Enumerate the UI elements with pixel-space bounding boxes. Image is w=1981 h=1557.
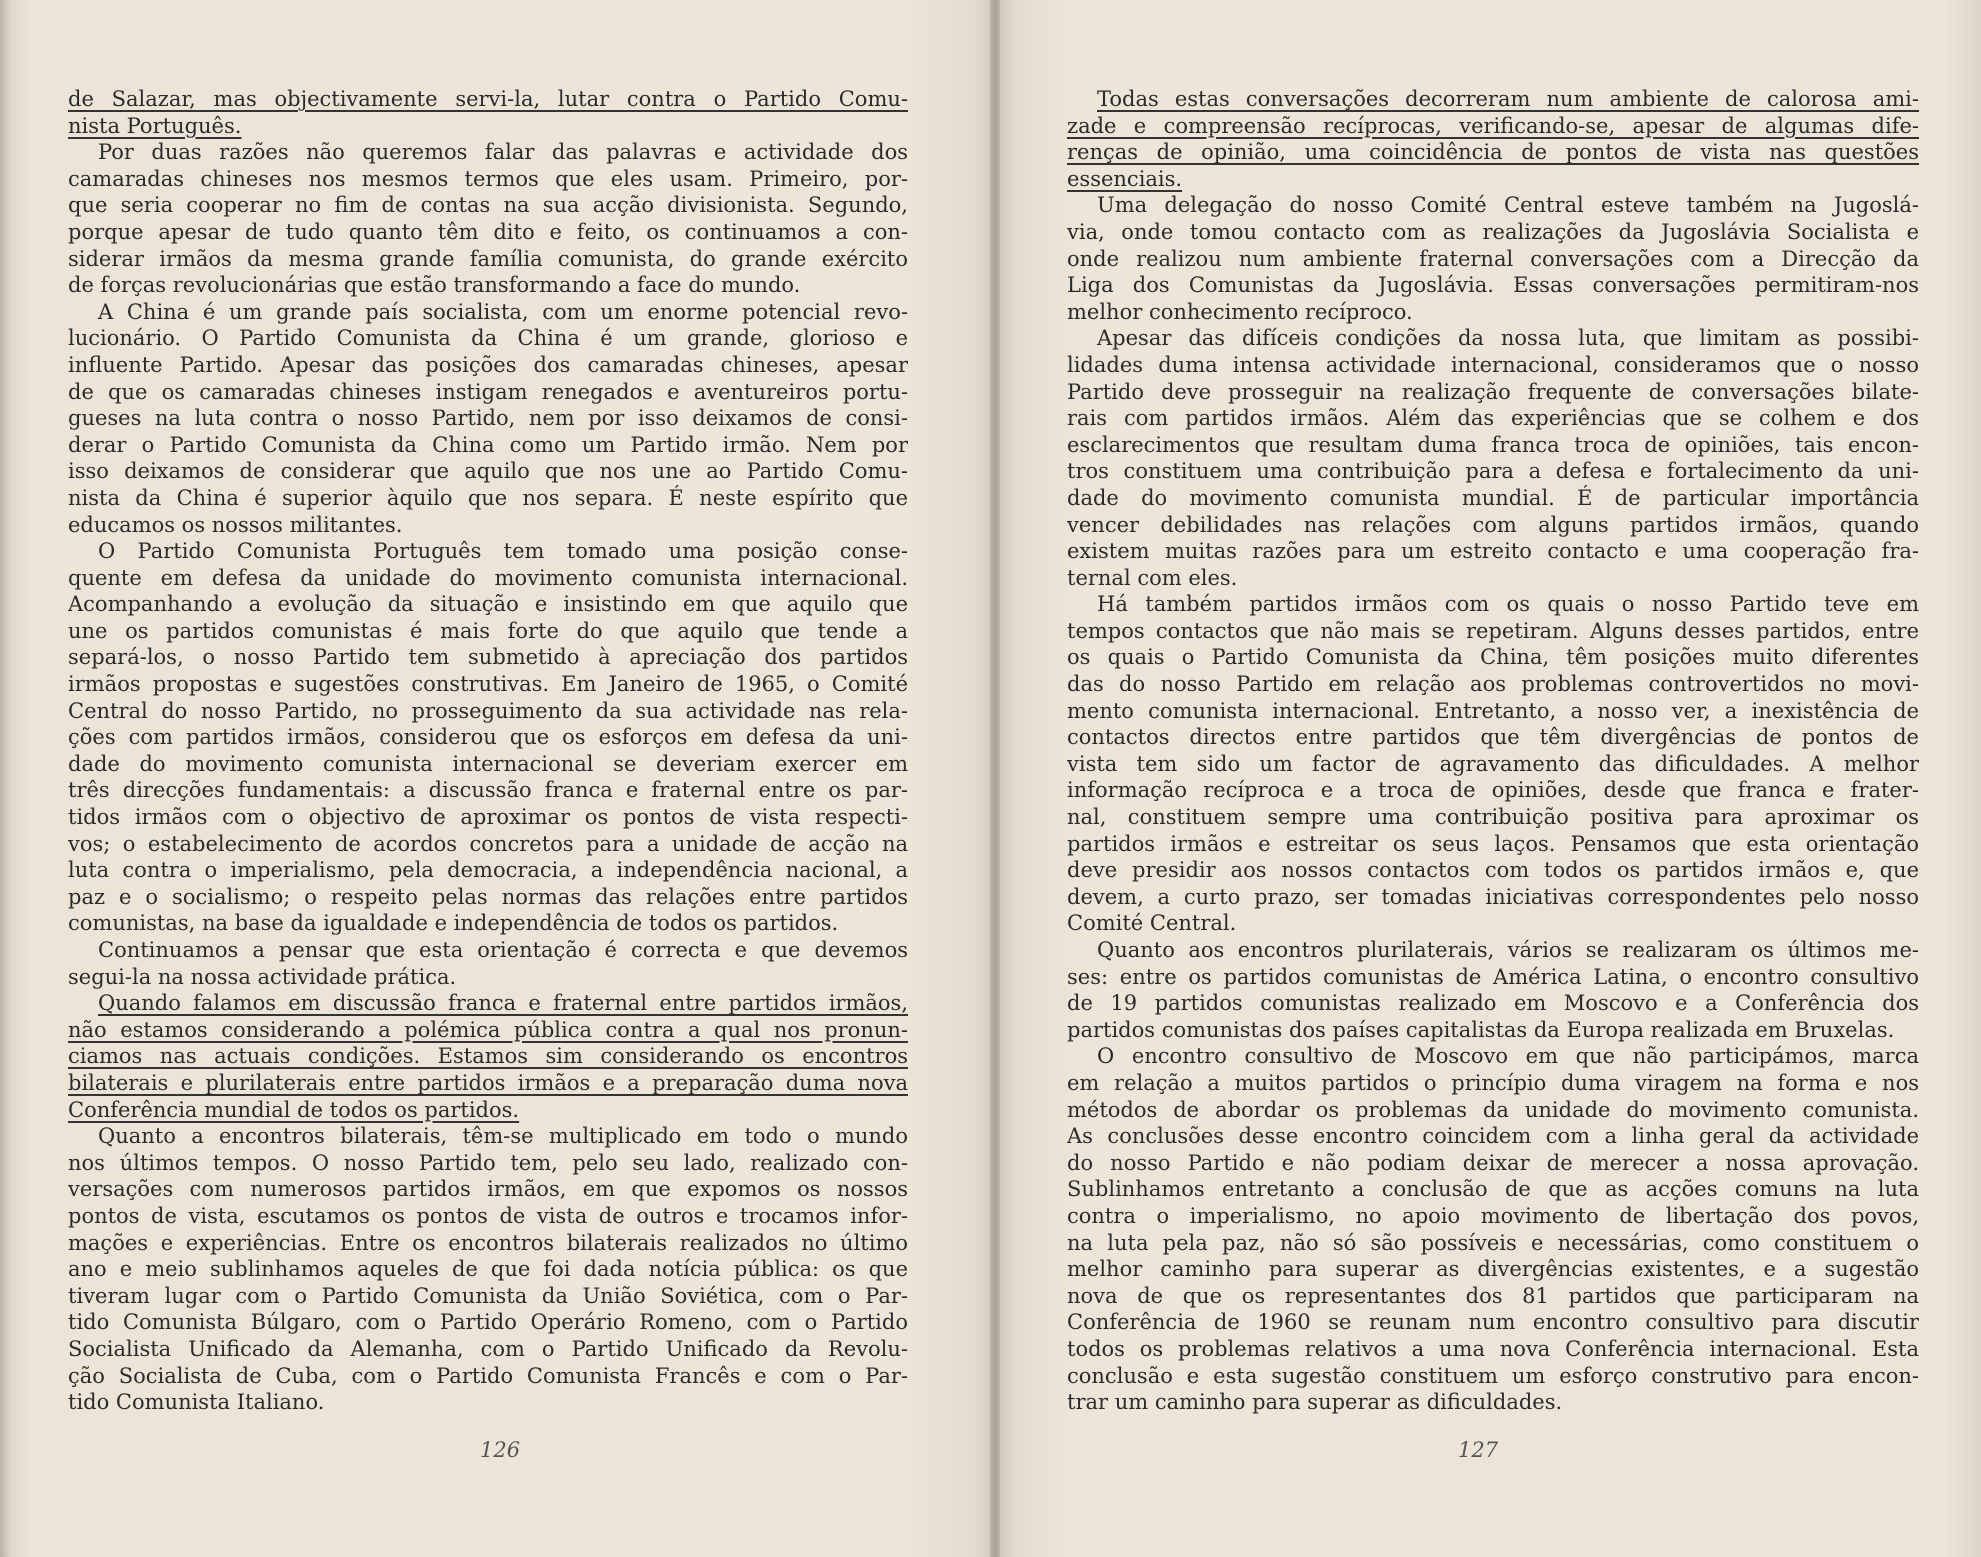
text-line: [1067, 644, 1919, 671]
line-text: Quanto a encontros bilaterais, têm-se multiplicado em todo o mundo: [98, 1124, 908, 1149]
line-text: todos os problemas relativos a uma nova Conferência internacional. Esta: [1067, 1336, 1919, 1361]
text-line: [1067, 724, 1919, 751]
text-line: [68, 990, 908, 1017]
underlined-text: essenciais.: [1067, 166, 1183, 191]
line-text: ano e meio sublinhamos aqueles de que foi dada notícia pública: os que: [68, 1257, 908, 1282]
line-text: tros constituem uma contribuição para a defesa e fortalecimento da uni-: [1067, 459, 1919, 484]
text-line: [1067, 512, 1919, 539]
line-text: quente em defesa da unidade do movimento comunista internacional.: [68, 565, 908, 590]
text-line: [1067, 671, 1919, 698]
text-line: [68, 379, 908, 406]
text-line: [68, 272, 908, 299]
line-text: camaradas chineses nos mesmos termos que eles usam. Primeiro, por-: [68, 166, 908, 191]
line-text: partidos comunistas dos países capitalistas da Europa realizada em Bruxelas.: [1067, 1017, 1895, 1042]
text-line: [1067, 751, 1919, 778]
line-text: vista tem sido um factor de agravamento das dificuldades. A melhor: [1067, 751, 1919, 776]
text-line: [68, 432, 908, 459]
line-text: contra o imperialismo, no apoio movimento de libertação dos povos,: [1067, 1203, 1919, 1228]
text-line: [1067, 113, 1919, 140]
text-line: [1067, 990, 1919, 1017]
text-line: [1067, 405, 1919, 432]
text-line: [1067, 458, 1919, 485]
text-line: [1067, 139, 1919, 166]
line-text: porque apesar de tudo quanto têm dito e feito, os continuamos a con-: [68, 219, 908, 244]
text-line: [1067, 777, 1919, 804]
underlined-text: Todas estas conversações decorreram num ambiente de calorosa ami-: [1097, 87, 1919, 111]
line-text: onde realizou num ambiente fraternal conversações com a Direcção da: [1067, 246, 1919, 271]
text-line: [68, 777, 908, 804]
line-text: Apesar das difíceis condições da nossa luta, que limitam as possibi-: [1097, 326, 1919, 351]
text-line: [1067, 192, 1919, 219]
text-line: [1067, 379, 1919, 406]
line-text: separá-los, o nosso Partido tem submetido à apreciação dos partidos: [68, 645, 908, 670]
line-text: siderar irmãos da mesma grande família comunista, do grande exército: [68, 246, 908, 271]
text-line: [1067, 485, 1919, 512]
line-text: melhor caminho para superar as divergências existentes, e a sugestão: [1067, 1257, 1919, 1282]
text-line: [1067, 1017, 1919, 1044]
line-text: na luta pela paz, não só são possíveis e necessárias, como constituem o: [1067, 1230, 1919, 1255]
text-line: [68, 1230, 908, 1257]
text-line: [68, 910, 908, 937]
text-line: [68, 1389, 908, 1416]
text-line: [1067, 591, 1919, 618]
line-text: do nosso Partido e não podiam deixar de merecer a nossa aprovação.: [1067, 1150, 1919, 1175]
text-line: [68, 1070, 908, 1097]
line-text: ção Socialista de Cuba, com o Partido Comunista Francês e com o Par-: [68, 1363, 908, 1388]
line-text: Liga dos Comunistas da Jugoslávia. Essas conversações permitiram-nos: [1067, 273, 1919, 298]
text-line: [1067, 432, 1919, 459]
line-text: As conclusões desse encontro coincidem com a linha geral da actividade: [1067, 1124, 1919, 1149]
text-line: [68, 1363, 908, 1390]
underlined-text: zade e compreensão recíprocas, verificando-se, apesar de algumas dife-: [1067, 113, 1919, 138]
underlined-text: renças de opinião, uma coincidência de pontos de vista nas questões: [1067, 140, 1919, 165]
text-line: [68, 512, 908, 539]
text-line: [1067, 538, 1919, 565]
line-text: Quanto aos encontros plurilaterais, vários se realizaram os últimos me-: [1097, 938, 1919, 962]
text-line: [68, 246, 908, 273]
right-page-number: 127: [1458, 1438, 1499, 1462]
text-line: [68, 1017, 908, 1044]
underlined-text: bilaterais e plurilaterais entre partidos irmãos e a preparação duma nova: [68, 1070, 908, 1095]
text-line: [1067, 1203, 1919, 1230]
line-text: Central do nosso Partido, no prosseguimento da sua actividade nas rela-: [68, 698, 908, 723]
text-line: [68, 724, 908, 751]
text-line: [68, 1203, 908, 1230]
text-line: [1067, 1336, 1919, 1363]
text-line: [68, 139, 908, 166]
text-line: [1067, 831, 1919, 858]
text-line: [68, 1256, 908, 1283]
text-line: [1067, 1123, 1919, 1150]
text-line: [68, 937, 908, 964]
line-text: O encontro consultivo de Moscovo em que não participámos, marca: [1097, 1044, 1919, 1069]
line-text: Acompanhando a evolução da situação e insistindo em que aquilo que: [68, 592, 908, 617]
line-text: pontos de vista, escutamos os pontos de vista de outros e trocamos infor-: [68, 1203, 908, 1228]
text-line: [68, 299, 908, 326]
line-text: de que os camaradas chineses instigam renegados e aventureiros portu-: [68, 379, 908, 404]
line-text: luta contra o imperialismo, pela democracia, a independência nacional, a: [68, 858, 908, 883]
text-line: [68, 485, 908, 512]
text-line: [68, 964, 908, 991]
line-text: tido Comunista Búlgaro, com o Partido Operário Romeno, com o Partido: [68, 1310, 908, 1335]
line-text: deve presidir aos nossos contactos com todos os partidos irmãos e, que: [1067, 858, 1919, 883]
text-line: [68, 352, 908, 379]
line-text: três direcções fundamentais: a discussão franca e fraternal entre os par-: [68, 778, 908, 803]
line-text: une os partidos comunistas é mais forte do que aquilo que tende a: [68, 618, 908, 643]
text-line: [1067, 299, 1919, 326]
text-line: [1067, 698, 1919, 725]
line-text: rais com partidos irmãos. Além das experiências que se colhem e dos: [1067, 406, 1919, 431]
text-line: [68, 1336, 908, 1363]
line-text: paz e o socialismo; o respeito pelas normas das relações entre partidos: [68, 884, 908, 909]
text-line: [1067, 166, 1919, 193]
line-text: ções com partidos irmãos, considerou que os esforços em defesa da uni-: [68, 725, 908, 750]
line-text: derar o Partido Comunista da China como um Partido irmão. Nem por: [68, 432, 908, 457]
text-line: [68, 644, 908, 671]
left-text-column: [68, 86, 908, 1416]
line-text: informação recíproca e a troca de opiniões, desde que franca e frater-: [1067, 778, 1919, 803]
line-text: melhor conhecimento recíproco.: [1067, 299, 1413, 324]
text-line: [68, 857, 908, 884]
text-line: [1067, 352, 1919, 379]
line-text: devem, a curto prazo, ser tomadas iniciativas correspondentes pelo nosso: [1067, 884, 1919, 909]
text-line: [1067, 937, 1919, 964]
line-text: tido Comunista Italiano.: [68, 1390, 325, 1415]
right-text-column: [1067, 86, 1919, 1416]
text-line: [68, 1043, 908, 1070]
line-text: tempos contactos que não mais se repetiram. Alguns desses partidos, entre: [1067, 618, 1919, 643]
text-line: [1067, 565, 1919, 592]
line-text: Há também partidos irmãos com os quais o nosso Partido teve em: [1097, 592, 1919, 617]
text-line: [1067, 1097, 1919, 1124]
line-text: Comité Central.: [1067, 911, 1237, 936]
line-text: Sublinhamos entretanto a conclusão de que as acções comuns na luta: [1067, 1177, 1919, 1202]
line-text: que seria cooperar no fim de contas na sua acção divisionista. Segundo,: [68, 193, 908, 218]
text-line: [1067, 618, 1919, 645]
underlined-text: Conferência mundial de todos os partidos.: [68, 1097, 520, 1122]
text-line: [68, 671, 908, 698]
line-text: lidades duma intensa actividade internacional, consideramos que o nosso: [1067, 352, 1919, 377]
text-line: [1067, 964, 1919, 991]
text-line: [1067, 325, 1919, 352]
line-text: lucionário. O Partido Comunista da China é um grande, glorioso e: [68, 326, 908, 351]
line-text: tidos irmãos com o objectivo de aproximar os pontos de vista respecti-: [68, 805, 908, 830]
line-text: das do nosso Partido em relação aos problemas controvertidos no movi-: [1067, 672, 1919, 697]
text-line: [68, 1097, 908, 1124]
line-text: O Partido Comunista Português tem tomado uma posição conse-: [98, 539, 908, 564]
line-text: em relação a muitos partidos o princípio duma viragem na forma e nos: [1067, 1070, 1919, 1095]
line-text: trar um caminho para superar as dificuldades.: [1067, 1390, 1563, 1415]
text-line: [68, 884, 908, 911]
line-text: Por duas razões não queremos falar das palavras e actividade dos: [98, 140, 908, 165]
text-line: [68, 458, 908, 485]
text-line: [1067, 1150, 1919, 1177]
text-line: [1067, 857, 1919, 884]
text-line: [68, 325, 908, 352]
text-line: [1067, 1176, 1919, 1203]
line-text: nos últimos tempos. O nosso Partido tem, pelo seu lado, realizado con-: [68, 1150, 908, 1175]
text-line: [68, 591, 908, 618]
underlined-text: ciamos nas actuais condições. Estamos sim considerando os encontros: [68, 1044, 908, 1069]
line-text: educamos os nossos militantes.: [68, 512, 403, 537]
right-page: [995, 0, 1981, 1557]
text-line: [1067, 1363, 1919, 1390]
line-text: mações e experiências. Entre os encontros bilaterais realizados no último: [68, 1230, 908, 1255]
line-text: tiveram lugar com o Partido Comunista da União Soviética, com o Par-: [68, 1283, 908, 1308]
text-line: [68, 405, 908, 432]
text-line: [68, 804, 908, 831]
text-line: [68, 86, 908, 113]
text-line: [1067, 804, 1919, 831]
text-line: [1067, 86, 1919, 113]
line-text: segui-la na nossa actividade prática.: [68, 964, 457, 989]
line-text: de 19 partidos comunistas realizado em Moscovo e a Conferência dos: [1067, 991, 1919, 1016]
text-line: [68, 1150, 908, 1177]
text-line: [68, 831, 908, 858]
line-text: isso deixamos de considerar que aquilo que nos une ao Partido Comu-: [68, 459, 908, 484]
line-text: dade do movimento comunista internacional se deveriam exercer em: [68, 751, 908, 776]
text-line: [68, 565, 908, 592]
line-text: ses: entre os partidos comunistas de América Latina, o encontro consultivo: [1067, 964, 1919, 989]
line-text: dade do movimento comunista mundial. É de particular importância: [1067, 485, 1919, 510]
line-text: conclusão e esta sugestão constituem um esforço construtivo para encon-: [1067, 1363, 1919, 1388]
line-text: vos; o estabelecimento de acordos concretos para a unidade de acção na: [68, 831, 908, 856]
left-page-number: 126: [480, 1438, 521, 1462]
line-text: métodos de abordar os problemas da unidade do movimento comunista.: [1067, 1097, 1919, 1122]
text-line: [68, 618, 908, 645]
line-text: esclarecimentos que resultam duma franca troca de opiniões, tais encon-: [1067, 432, 1919, 457]
text-line: [1067, 884, 1919, 911]
line-text: Uma delegação do nosso Comité Central esteve também na Jugoslá-: [1097, 193, 1919, 218]
book-gutter: [990, 0, 1000, 1557]
line-text: Continuamos a pensar que esta orientação é correcta e que devemos: [98, 938, 908, 962]
text-line: [68, 1123, 908, 1150]
underlined-text: não estamos considerando a polémica pública contra a qual nos pronun-: [68, 1017, 908, 1042]
line-text: existem muitas razões para um estreito contacto e uma cooperação fra-: [1067, 539, 1919, 564]
line-text: nova de que os representantes dos 81 partidos que participaram na: [1067, 1283, 1919, 1308]
line-text: Conferência de 1960 se reunam num encontro consultivo para discutir: [1067, 1310, 1919, 1335]
line-text: partidos irmãos e estreitar os seus laços. Pensamos que esta orientação: [1067, 831, 1919, 856]
underlined-text: nista Português.: [68, 113, 242, 138]
text-line: [68, 192, 908, 219]
text-line: [68, 538, 908, 565]
line-text: via, onde tomou contacto com as realizações da Jugoslávia Socialista e: [1067, 219, 1919, 244]
underlined-text: de Salazar, mas objectivamente servi-la, lutar contra o Partido Comu-: [68, 87, 908, 111]
line-text: Partido deve prosseguir na realização frequente de conversações bilate-: [1067, 379, 1919, 404]
text-line: [68, 166, 908, 193]
line-text: ternal com eles.: [1067, 565, 1238, 590]
line-text: irmãos propostas e sugestões construtivas. Em Janeiro de 1965, o Comité: [68, 672, 908, 697]
line-text: A China é um grande país socialista, com um enorme potencial revo-: [98, 299, 908, 324]
line-text: contactos directos entre partidos que têm divergências de pontos de: [1067, 725, 1919, 750]
text-line: [1067, 1283, 1919, 1310]
text-line: [68, 113, 908, 140]
text-line: [68, 751, 908, 778]
line-text: gueses na luta contra o nosso Partido, nem por isso deixamos de consi-: [68, 406, 908, 431]
line-text: os quais o Partido Comunista da China, têm posições muito diferentes: [1067, 645, 1919, 670]
line-text: nista da China é superior àquilo que nos separa. É neste espírito que: [68, 485, 908, 510]
text-line: [68, 1283, 908, 1310]
line-text: de forças revolucionárias que estão transformando a face do mundo.: [68, 273, 801, 298]
text-line: [1067, 1070, 1919, 1097]
text-line: [68, 1176, 908, 1203]
text-line: [1067, 1389, 1919, 1416]
line-text: vencer debilidades nas relações com alguns partidos irmãos, quando: [1067, 512, 1919, 537]
text-line: [1067, 1309, 1919, 1336]
line-text: versações com numerosos partidos irmãos, em que expomos os nossos: [68, 1177, 908, 1202]
text-line: [1067, 219, 1919, 246]
line-text: comunistas, na base da igualdade e independência de todos os partidos.: [68, 911, 839, 936]
text-line: [68, 698, 908, 725]
line-text: influente Partido. Apesar das posições dos camaradas chineses, apesar: [68, 352, 908, 377]
text-line: [1067, 910, 1919, 937]
text-line: [1067, 1043, 1919, 1070]
text-line: [1067, 1230, 1919, 1257]
text-line: [1067, 272, 1919, 299]
line-text: Socialista Unificado da Alemanha, com o Partido Unificado da Revolu-: [68, 1336, 908, 1361]
text-line: [1067, 1256, 1919, 1283]
text-line: [68, 219, 908, 246]
line-text: nal, constituem sempre uma contribuição positiva para aproximar os: [1067, 805, 1919, 830]
text-line: [68, 1309, 908, 1336]
underlined-text: Quando falamos em discussão franca e fraternal entre partidos irmãos,: [98, 991, 908, 1016]
text-line: [1067, 246, 1919, 273]
line-text: mento comunista internacional. Entretanto, a nosso ver, a inexistência de: [1067, 698, 1919, 723]
